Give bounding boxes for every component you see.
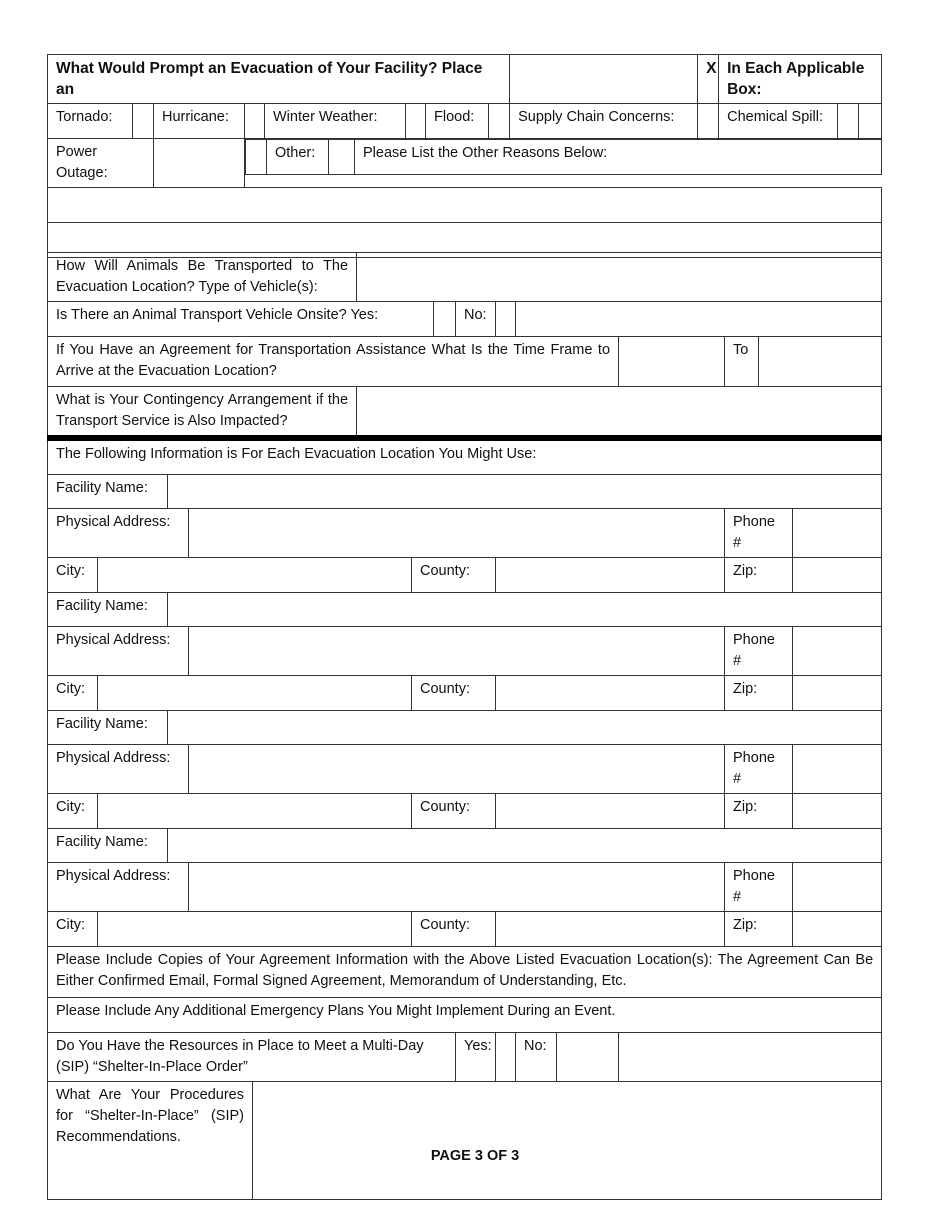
physical-address-field[interactable] — [189, 626, 725, 675]
supply-chain-label: Supply Chain Concerns: — [510, 104, 698, 139]
phone-field[interactable] — [793, 862, 882, 911]
winter-weather-label: Winter Weather: — [265, 104, 406, 139]
contingency-field[interactable] — [357, 387, 882, 439]
city-field[interactable] — [98, 557, 412, 592]
evacuation-prompt-label: What Would Prompt an Evacuation of Your Facility? Place an — [48, 55, 510, 104]
county-field[interactable] — [496, 557, 725, 592]
locations-intro: The Following Information is For Each Evacuation Location You Might Use: — [48, 438, 882, 474]
physical-address-field[interactable] — [189, 508, 725, 557]
city-label: City: — [48, 675, 98, 710]
zip-field[interactable] — [793, 675, 882, 710]
evacuation-reasons-table — [47, 54, 882, 258]
multi-day-no-box[interactable] — [557, 1032, 619, 1081]
city-field[interactable] — [98, 675, 412, 710]
phone-label: Phone # — [725, 862, 793, 911]
city-label: City: — [48, 911, 98, 946]
sip-procedures-label: What Are Your Procedures for “Shelter-In-Place” (SIP) Recommendations. — [48, 1081, 253, 1199]
physical-address-field[interactable] — [189, 862, 725, 911]
phone-label: Phone # — [725, 508, 793, 557]
county-label: County: — [412, 793, 496, 828]
sip-procedures-field[interactable] — [253, 1081, 882, 1199]
time-frame-to-field[interactable] — [759, 337, 882, 387]
phone-field[interactable] — [793, 744, 882, 793]
zip-label: Zip: — [725, 793, 793, 828]
chemical-spill-checkbox[interactable] — [838, 104, 859, 139]
flood-checkbox[interactable] — [489, 104, 510, 139]
county-field[interactable] — [496, 911, 725, 946]
other-reasons-label: Please List the Other Reasons Below: — [355, 140, 882, 175]
facility-name-label: Facility Name: — [48, 828, 168, 862]
vehicle-onsite-no-label: No: — [456, 302, 496, 337]
phone-label: Phone # — [725, 744, 793, 793]
vehicle-onsite-no-box[interactable] — [496, 302, 516, 337]
county-field[interactable] — [496, 675, 725, 710]
city-label: City: — [48, 557, 98, 592]
phone-field[interactable] — [793, 626, 882, 675]
county-label: County: — [412, 675, 496, 710]
facility-name-field[interactable] — [168, 710, 882, 744]
facility-name-field[interactable] — [168, 828, 882, 862]
time-frame-label: If You Have an Agreement for Transportation Assistance What Is the Time Frame to Arrive at the Evacuation Location? — [48, 337, 619, 387]
power-outage-label: Power Outage: — [48, 139, 154, 188]
physical-address-field[interactable] — [189, 744, 725, 793]
physical-address-label: Physical Address: — [48, 862, 189, 911]
multi-day-no-label: No: — [516, 1032, 557, 1081]
zip-label: Zip: — [725, 911, 793, 946]
city-label: City: — [48, 793, 98, 828]
transport-vehicle-label: How Will Animals Be Transported to The Evacuation Location? Type of Vehicle(s): — [48, 253, 357, 302]
multi-day-sip-label: Do You Have the Resources in Place to Meet a Multi-Day (SIP) “Shelter-In-Place Order” — [48, 1032, 456, 1081]
phone-label: Phone # — [725, 626, 793, 675]
contingency-label: What is Your Contingency Arrangement if the Transport Service is Also Impacted? — [48, 387, 357, 439]
county-label: County: — [412, 557, 496, 592]
time-frame-to-label: To — [725, 337, 759, 387]
vehicle-onsite-yes-box[interactable] — [434, 302, 456, 337]
physical-address-label: Physical Address: — [48, 508, 189, 557]
multi-day-yes-box[interactable] — [496, 1032, 516, 1081]
multi-day-yes-label: Yes: — [456, 1032, 496, 1081]
city-field[interactable] — [98, 793, 412, 828]
zip-field[interactable] — [793, 557, 882, 592]
other-checkbox[interactable] — [329, 140, 355, 175]
applicable-box-label: In Each Applicable Box: — [719, 55, 882, 104]
other-reasons-line-1[interactable] — [48, 188, 882, 223]
county-field[interactable] — [496, 793, 725, 828]
zip-field[interactable] — [793, 911, 882, 946]
zip-field[interactable] — [793, 793, 882, 828]
hurricane-checkbox[interactable] — [245, 104, 265, 139]
facility-name-label: Facility Name: — [48, 592, 168, 626]
tornado-checkbox[interactable] — [133, 104, 154, 139]
winter-weather-checkbox[interactable] — [406, 104, 426, 139]
facility-name-field[interactable] — [168, 474, 882, 508]
x-mark: X — [698, 55, 719, 104]
transport-vehicle-field[interactable] — [357, 253, 882, 302]
additional-plans-note: Please Include Any Additional Emergency Plans You Might Implement During an Event. — [48, 997, 882, 1032]
flood-label: Flood: — [426, 104, 489, 139]
vehicle-onsite-label: Is There an Animal Transport Vehicle Onsite? Yes: — [48, 302, 434, 337]
chemical-spill-label: Chemical Spill: — [719, 104, 838, 139]
facility-name-label: Facility Name: — [48, 474, 168, 508]
physical-address-label: Physical Address: — [48, 744, 189, 793]
other-label: Other: — [267, 140, 329, 175]
zip-label: Zip: — [725, 557, 793, 592]
phone-field[interactable] — [793, 508, 882, 557]
county-label: County: — [412, 911, 496, 946]
tornado-label: Tornado: — [48, 104, 133, 139]
page-number: PAGE 3 OF 3 — [430, 1148, 520, 1164]
evacuation-details-table — [47, 252, 882, 1200]
power-outage-checkbox[interactable] — [246, 140, 267, 175]
facility-name-field[interactable] — [168, 592, 882, 626]
hurricane-label: Hurricane: — [154, 104, 245, 139]
physical-address-label: Physical Address: — [48, 626, 189, 675]
time-frame-from-field[interactable] — [619, 337, 725, 387]
agreement-copies-note: Please Include Copies of Your Agreement Information with the Above Listed Evacuation Location(s): The Agreement Can Be Either Confirmed Email, Formal Signed Agreement, Memorandum of Understanding, Etc. — [48, 946, 882, 997]
supply-chain-checkbox[interactable] — [698, 104, 719, 139]
facility-name-label: Facility Name: — [48, 710, 168, 744]
zip-label: Zip: — [725, 675, 793, 710]
city-field[interactable] — [98, 911, 412, 946]
